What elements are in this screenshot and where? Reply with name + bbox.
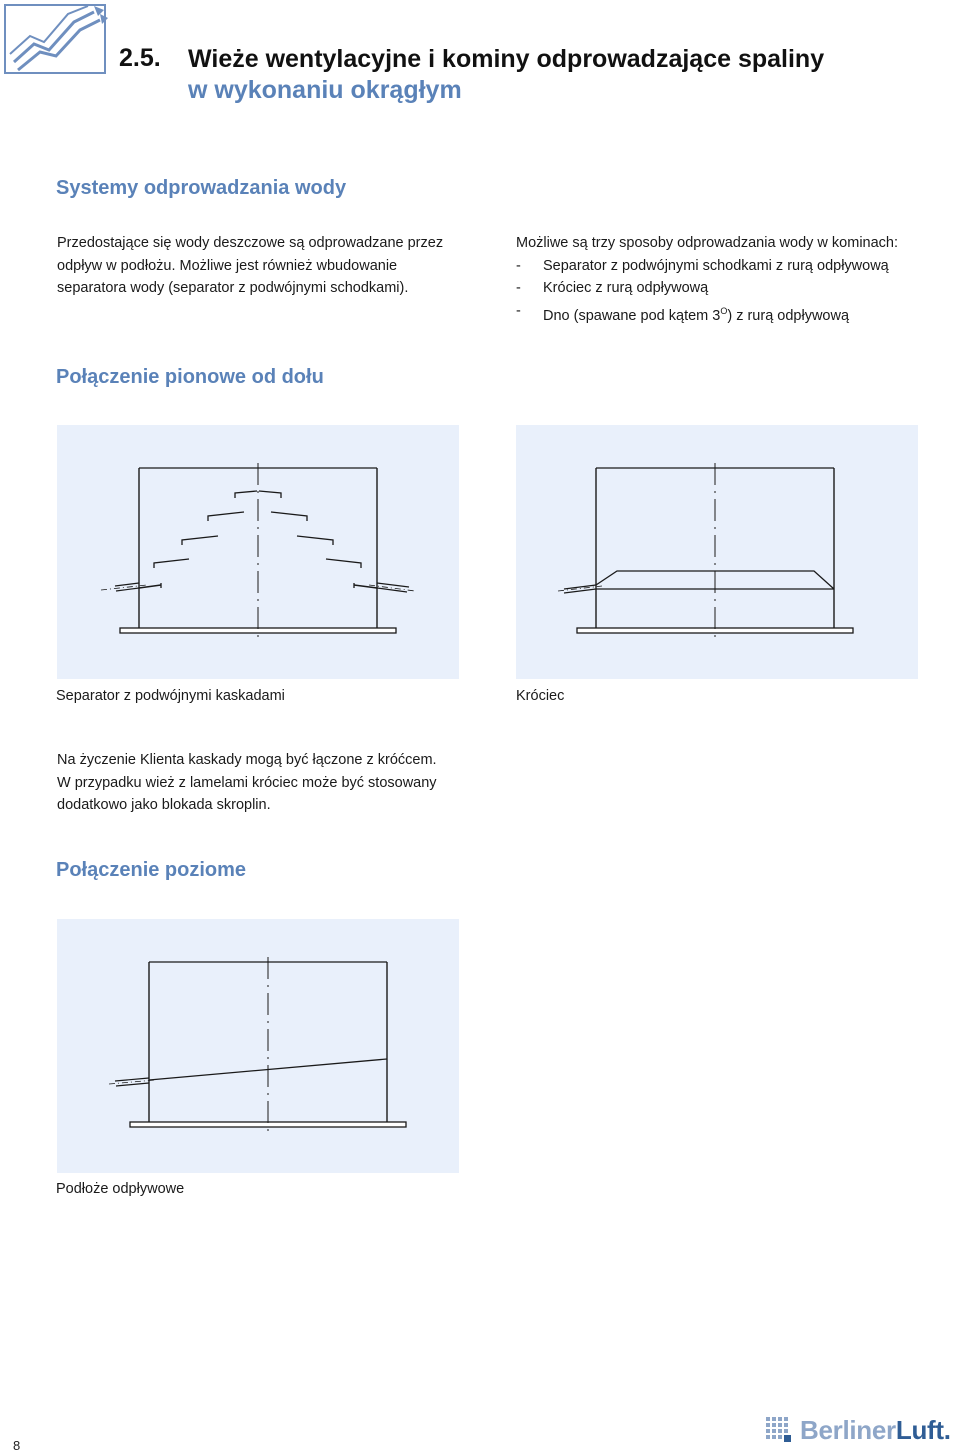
drain-pipe bbox=[116, 1083, 149, 1086]
drain-floor-diagram-panel bbox=[57, 919, 459, 1173]
note-line: Na życzenie Klienta kaskady mogą być łączone z króćcem. bbox=[57, 752, 437, 768]
vertical-note bbox=[57, 749, 487, 817]
water-systems-heading: Systemy odprowadzania wody bbox=[56, 177, 347, 199]
brand-logo bbox=[766, 1414, 960, 1446]
cascade-step bbox=[297, 536, 333, 545]
cascade-step bbox=[271, 512, 307, 521]
water-systems-options bbox=[516, 232, 936, 327]
stub-diagram bbox=[516, 425, 918, 679]
drain-pipe bbox=[377, 588, 407, 592]
intro-line: separatora wody (separator z podwójnymi schodkami). bbox=[57, 280, 409, 296]
cascade-step bbox=[235, 491, 257, 498]
section-title-line1: Wieże wentylacyjne i kominy odprowadzające spaliny bbox=[188, 45, 825, 73]
drain-floor-caption: Podłoże odpływowe bbox=[56, 1181, 185, 1197]
brand-name-part1: Berliner bbox=[800, 1414, 896, 1445]
separator-diagram-panel bbox=[57, 425, 459, 679]
cascade-step bbox=[154, 559, 189, 568]
horizontal-connection-heading: Połączenie poziome bbox=[56, 859, 247, 881]
chart-trend-icon bbox=[4, 4, 108, 76]
vertical-connection-heading: Połączenie pionowe od dołu bbox=[56, 366, 324, 388]
separator-caption: Separator z podwójnymi kaskadami bbox=[56, 688, 285, 704]
brand-name-part2: Luft. bbox=[895, 1414, 951, 1445]
intro-line: odpływ w podłożu. Możliwe jest również wbudowanie bbox=[57, 257, 398, 274]
options-list bbox=[516, 255, 936, 327]
brand-grid-icon bbox=[766, 1417, 792, 1443]
cascade-step bbox=[208, 512, 244, 521]
section-title-line2: w wykonaniu okrągłym bbox=[188, 76, 462, 104]
section-number: 2.5. bbox=[119, 44, 161, 72]
drain-pipe bbox=[116, 588, 139, 591]
drain-pipe bbox=[115, 583, 139, 586]
option-item bbox=[516, 300, 936, 327]
cascade-step bbox=[182, 536, 218, 545]
cascade-step bbox=[259, 491, 281, 498]
drain-floor-diagram bbox=[57, 919, 459, 1173]
drain-pipe bbox=[564, 589, 596, 593]
drain-pipe bbox=[377, 583, 409, 587]
degree-sup: O bbox=[720, 305, 728, 316]
water-systems-intro bbox=[57, 232, 477, 300]
page-number: 8 bbox=[13, 1438, 21, 1453]
stub-caption: Króciec bbox=[516, 688, 565, 704]
option-item: - Króciec z rurą odpływową bbox=[516, 277, 936, 300]
option3-text-after: ) z rurą odpływową bbox=[727, 307, 850, 324]
option-item: - Separator z podwójnymi schodkami z rurą odpływową bbox=[516, 255, 936, 278]
section-title bbox=[188, 44, 824, 106]
intro-line: Przedostające się wody deszczowe są odprowadzane przez bbox=[57, 235, 444, 251]
option3-text: Dno (spawane pod kątem 3 bbox=[543, 307, 721, 324]
note-line: W przypadku wież z lamelami króciec może być stosowany bbox=[57, 774, 437, 791]
cascade-step bbox=[326, 559, 361, 568]
options-intro: Możliwe są trzy sposoby odprowadzania wody w kominach: bbox=[516, 235, 899, 251]
brand-name bbox=[800, 1415, 951, 1446]
drain-pipe bbox=[115, 1078, 149, 1081]
separator-diagram bbox=[57, 425, 459, 679]
note-line: dodatkowo jako blokada skroplin. bbox=[57, 797, 271, 813]
stub-diagram-panel bbox=[516, 425, 918, 679]
